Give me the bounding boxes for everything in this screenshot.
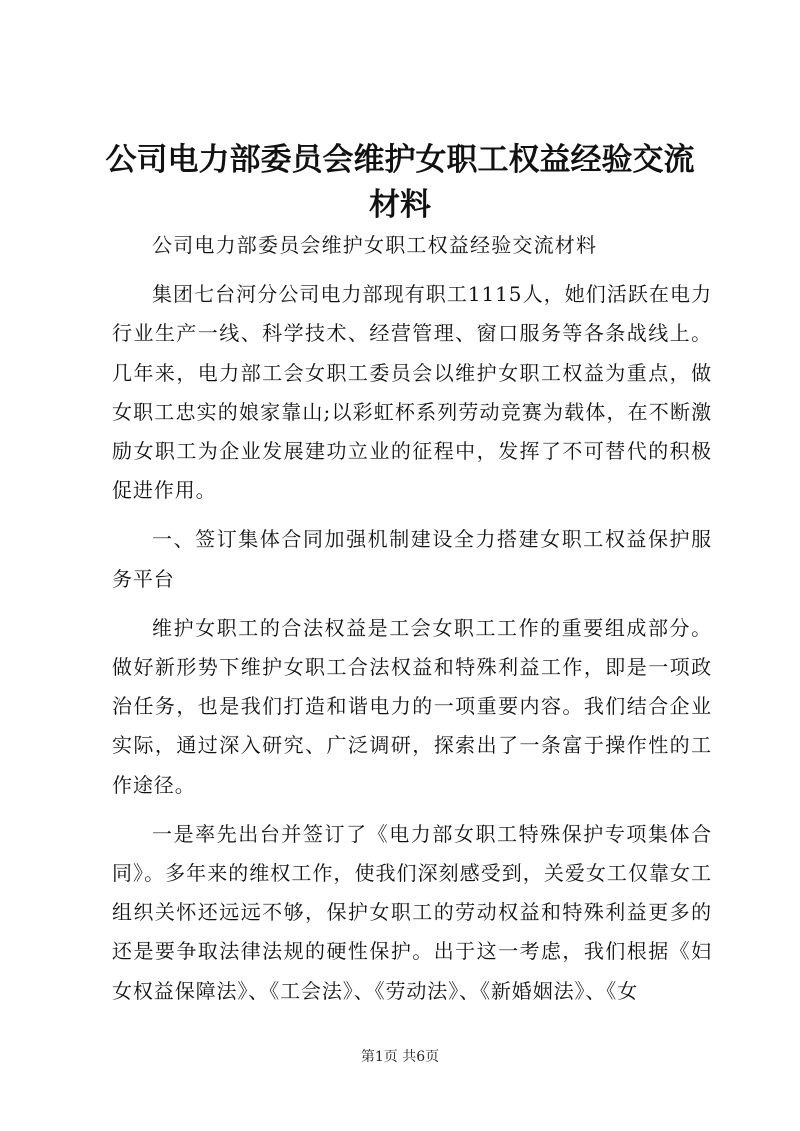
body-paragraph-point-1: 一是率先出台并签订了《电力部女职工特殊保护专项集体合同》。多年来的维权工作，使我们深刻感受到，关爱女工仅靠女工组织关怀还远远不够，保护女职工的劳动权益和特殊利益更多的还是要争取法律法规的硬性保护。出于这一考虑，我们根据《妇女权益保障法》、《工会法》、《劳动法》、《新婚姻法》、《女 [112,821,712,1003]
body-paragraph-section-1: 维护女职工的合法权益是工会女职工工作的重要组成部分。做好新形势下维护女职工合法权益和特殊利益工作，即是一项政治任务，也是我们打造和谐电力的一项重要内容。我们结合企业实际，通过深入研究、广泛调研，探索出了一条富于操作性的工作途径。 [112,615,712,797]
body-paragraph-subtitle: 公司电力部委员会维护女职工权益经验交流材料 [152,233,598,257]
body-paragraph-intro: 集团七台河分公司电力部现有职工1115人，她们活跃在电力行业生产一线、科学技术、经营管理、窗口服务等各条战线上。几年来，电力部工会女职工委员会以维护女职工权益为重点，做女职工忠实的娘家靠山;以彩虹杯系列劳动竞赛为载体，在不断激励女职工为企业发展建功立业的征程中，发挥了不可替代的积极促进作用。 [112,282,712,503]
document-body [112,226,712,1021]
page-footer: 第1页 共6页 [360,1049,440,1065]
section-heading-1: 一、签订集体合同加强机制建设全力搭建女职工权益保护服务平台 [112,527,712,591]
document-title: 公司电力部委员会维护女职工权益经验交流材料 [105,142,695,223]
